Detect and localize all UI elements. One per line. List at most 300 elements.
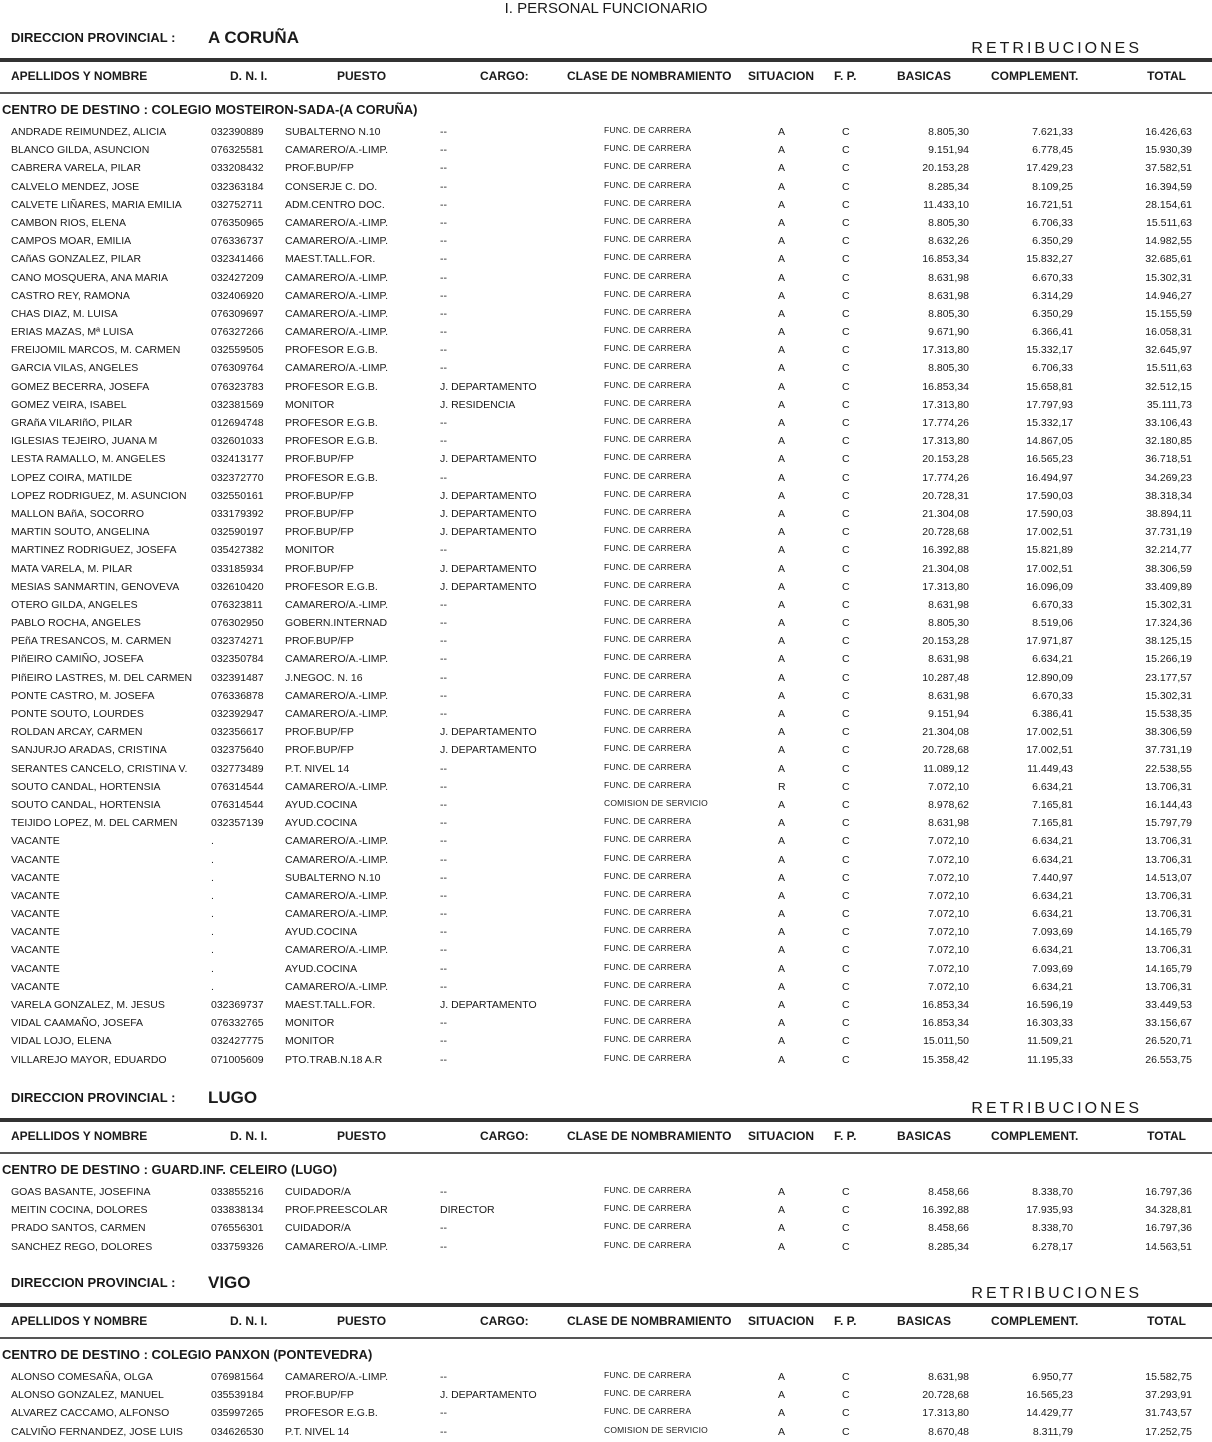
complement: 8.311,79 bbox=[1032, 1425, 1073, 1438]
basicas: 17.774,26 bbox=[922, 417, 969, 429]
cargo: J. RESIDENCIA bbox=[440, 398, 516, 411]
basicas: 16.853,34 bbox=[922, 999, 969, 1011]
total: 33.156,67 bbox=[1145, 1017, 1192, 1030]
table-row bbox=[0, 669, 1212, 687]
total: 32.180,85 bbox=[1145, 435, 1192, 448]
basicas: 20.728,31 bbox=[922, 489, 969, 502]
table-row bbox=[0, 614, 1212, 632]
basicas: 15.011,50 bbox=[923, 1035, 969, 1048]
employee-name: CALVELO MENDEZ, JOSE bbox=[11, 180, 140, 193]
complement: 6.386,41 bbox=[1032, 708, 1073, 720]
cargo: -- bbox=[440, 180, 447, 193]
situacion: A bbox=[778, 417, 786, 429]
puesto: MAEST.TALL.FOR. bbox=[285, 253, 376, 266]
basicas: 8.458,66 bbox=[928, 1222, 969, 1235]
puesto: CAMARERO/A.-LIMP. bbox=[285, 689, 389, 702]
direccion-line bbox=[0, 22, 1212, 58]
cargo: -- bbox=[440, 544, 447, 557]
cargo: -- bbox=[440, 762, 447, 775]
total: 14.513,07 bbox=[1145, 871, 1192, 884]
table-row bbox=[0, 723, 1212, 741]
employee-name: ERIAS MAZAS, Mª LUISA bbox=[11, 326, 134, 339]
total: 14.563,51 bbox=[1145, 1240, 1192, 1253]
fp: C bbox=[842, 126, 850, 138]
table-row bbox=[0, 960, 1212, 978]
column-header: PUESTO bbox=[337, 1129, 387, 1143]
puesto: CAMARERO/A.-LIMP. bbox=[285, 235, 389, 248]
basicas: 8.670,48 bbox=[928, 1425, 969, 1438]
puesto: MONITOR bbox=[285, 398, 335, 411]
total: 32.685,61 bbox=[1145, 253, 1192, 266]
basicas: 8.805,30 bbox=[928, 307, 969, 320]
fp: C bbox=[842, 507, 850, 520]
fp: C bbox=[842, 962, 850, 975]
column-header: D. N. I. bbox=[230, 1129, 268, 1143]
clase-nombramiento: FUNC. DE CARRERA bbox=[604, 998, 692, 1008]
employee-name: IGLESIAS TEJEIRO, JUANA M bbox=[11, 435, 158, 448]
complement: 6.670,33 bbox=[1032, 271, 1073, 284]
clase-nombramiento: FUNC. DE CARRERA bbox=[604, 961, 692, 972]
cargo: J. DEPARTAMENTO bbox=[440, 526, 537, 539]
complement: 6.350,29 bbox=[1032, 235, 1073, 248]
employee-name: CHAS DIAZ, M. LUISA bbox=[11, 307, 118, 320]
province-section bbox=[0, 1267, 1212, 1441]
puesto: CAMARERO/A.-LIMP. bbox=[285, 271, 389, 284]
fp: C bbox=[842, 1035, 850, 1048]
situacion: A bbox=[778, 198, 786, 211]
situacion: A bbox=[778, 1222, 786, 1235]
basicas: 16.392,88 bbox=[922, 1204, 969, 1217]
puesto: PROF.BUP/FP bbox=[285, 162, 354, 175]
cargo: -- bbox=[440, 435, 447, 448]
column-header: F. P. bbox=[834, 69, 857, 83]
puesto: PROF.BUP/FP bbox=[285, 489, 354, 502]
dni: 032601033 bbox=[211, 435, 264, 448]
basicas: 8.805,30 bbox=[928, 216, 969, 229]
table-row bbox=[0, 1423, 1212, 1441]
table-row bbox=[0, 196, 1212, 214]
complement: 14.429,77 bbox=[1026, 1407, 1073, 1420]
cargo: -- bbox=[440, 689, 447, 702]
employee-name: PABLO ROCHA, ANGELES bbox=[11, 617, 141, 630]
clase-nombramiento: FUNC. DE CARRERA bbox=[604, 325, 692, 336]
total: 13.706,31 bbox=[1145, 944, 1192, 957]
total: 37.731,19 bbox=[1145, 526, 1192, 539]
total: 15.302,31 bbox=[1145, 598, 1192, 611]
situacion: A bbox=[778, 307, 786, 320]
fp: C bbox=[842, 1407, 850, 1420]
employee-name: LESTA RAMALLO, M. ANGELES bbox=[11, 453, 166, 466]
employee-name: GOAS BASANTE, JOSEFINA bbox=[11, 1186, 151, 1198]
table-row bbox=[0, 923, 1212, 941]
fp: C bbox=[842, 1389, 850, 1402]
centro-destino bbox=[0, 1154, 1212, 1183]
clase-nombramiento: FUNC. DE CARRERA bbox=[604, 306, 692, 317]
clase-nombramiento: FUNC. DE CARRERA bbox=[604, 525, 692, 536]
puesto: CAMARERO/A.-LIMP. bbox=[285, 653, 389, 666]
dni: 076314544 bbox=[211, 798, 264, 811]
cargo: -- bbox=[440, 216, 447, 229]
cargo: -- bbox=[440, 598, 447, 611]
table-row bbox=[0, 378, 1212, 396]
dni: 035997265 bbox=[211, 1407, 264, 1420]
puesto: PROFESOR E.G.B. bbox=[285, 471, 378, 484]
table-row bbox=[0, 796, 1212, 814]
dni: 032773489 bbox=[211, 762, 264, 775]
cargo: -- bbox=[440, 1186, 447, 1198]
fp: C bbox=[842, 398, 850, 411]
complement: 6.314,29 bbox=[1032, 289, 1073, 302]
dni: 032357139 bbox=[211, 817, 264, 830]
fp: C bbox=[842, 526, 850, 539]
employee-name: VACANTE bbox=[11, 926, 60, 939]
dni: 076309697 bbox=[211, 307, 264, 320]
situacion: A bbox=[778, 562, 786, 575]
fp: C bbox=[842, 544, 850, 557]
cargo: -- bbox=[440, 944, 447, 957]
fp: C bbox=[842, 1186, 850, 1198]
employee-name: VIDAL LOJO, ELENA bbox=[11, 1035, 112, 1048]
total: 35.111,73 bbox=[1146, 398, 1192, 411]
basicas: 8.631,98 bbox=[928, 653, 969, 666]
situacion: A bbox=[778, 598, 786, 611]
puesto: PROFESOR E.G.B. bbox=[285, 580, 378, 593]
situacion: A bbox=[778, 762, 786, 775]
basicas: 20.728,68 bbox=[922, 744, 969, 757]
clase-nombramiento: FUNC. DE CARRERA bbox=[604, 925, 692, 936]
situacion: A bbox=[778, 744, 786, 757]
situacion: A bbox=[778, 580, 786, 593]
dni: 033838134 bbox=[211, 1204, 264, 1217]
table-row bbox=[0, 887, 1212, 905]
basicas: 7.072,10 bbox=[928, 853, 969, 866]
fp: C bbox=[842, 635, 850, 648]
complement: 17.971,87 bbox=[1026, 635, 1073, 648]
dni: . bbox=[211, 944, 214, 957]
clase-nombramiento: FUNC. DE CARRERA bbox=[604, 215, 692, 226]
clase-nombramiento: FUNC. DE CARRERA bbox=[604, 506, 692, 517]
employee-name: VACANTE bbox=[11, 889, 60, 902]
fp: C bbox=[842, 798, 850, 811]
centro-destino-label: CENTRO DE DESTINO : COLEGIO PANXON (PONTEVEDRA) bbox=[2, 1347, 373, 1362]
direccion-name: A CORUÑA bbox=[208, 28, 299, 47]
puesto: AYUD.COCINA bbox=[285, 817, 358, 830]
situacion: A bbox=[778, 271, 786, 284]
fp: C bbox=[842, 689, 850, 702]
dni: 071005609 bbox=[211, 1053, 264, 1066]
clase-nombramiento: FUNC. DE CARRERA bbox=[604, 688, 692, 699]
dni: 032559505 bbox=[211, 344, 264, 357]
dni: 032550161 bbox=[211, 489, 264, 502]
puesto: PROF.BUP/FP bbox=[285, 562, 354, 575]
cargo: -- bbox=[440, 871, 447, 884]
complement: 15.658,81 bbox=[1026, 380, 1073, 393]
dni: 032356617 bbox=[211, 726, 264, 739]
complement: 6.670,33 bbox=[1032, 598, 1073, 611]
basicas: 8.631,98 bbox=[928, 1371, 969, 1383]
cargo: J. DEPARTAMENTO bbox=[440, 1389, 537, 1402]
dni: 032375640 bbox=[211, 744, 264, 757]
dni: . bbox=[211, 962, 214, 975]
clase-nombramiento: FUNC. DE CARRERA bbox=[604, 416, 692, 426]
fp: C bbox=[842, 198, 850, 211]
complement: 6.670,33 bbox=[1032, 689, 1073, 702]
table-row bbox=[0, 1183, 1212, 1201]
fp: C bbox=[842, 617, 850, 630]
cargo: -- bbox=[440, 817, 447, 830]
basicas: 7.072,10 bbox=[928, 889, 969, 902]
clase-nombramiento: FUNC. DE CARRERA bbox=[604, 597, 692, 608]
puesto: CAMARERO/A.-LIMP. bbox=[285, 362, 389, 375]
clase-nombramiento: FUNC. DE CARRERA bbox=[604, 852, 692, 863]
puesto: CAMARERO/A.-LIMP. bbox=[285, 326, 389, 339]
column-header: SITUACION bbox=[748, 1314, 814, 1328]
total: 16.394,59 bbox=[1145, 180, 1192, 193]
total: 15.930,39 bbox=[1145, 144, 1192, 157]
column-header-row bbox=[0, 58, 1212, 94]
basicas: 8.805,30 bbox=[928, 126, 969, 138]
puesto: AYUD.COCINA bbox=[285, 926, 358, 939]
complement: 16.596,19 bbox=[1026, 999, 1073, 1011]
employee-name: PIñEIRO LASTRES, M. DEL CARMEN bbox=[11, 671, 193, 684]
situacion: A bbox=[778, 453, 786, 466]
puesto: PROFESOR E.G.B. bbox=[285, 435, 378, 448]
complement: 7.165,81 bbox=[1032, 817, 1073, 830]
table-row bbox=[0, 1201, 1212, 1219]
table-row bbox=[0, 1051, 1212, 1069]
fp: C bbox=[842, 944, 850, 957]
employee-name: TEIJIDO LOPEZ, M. DEL CARMEN bbox=[11, 817, 178, 830]
situacion: A bbox=[778, 326, 786, 339]
complement: 6.634,21 bbox=[1032, 835, 1073, 848]
basicas: 21.304,08 bbox=[922, 562, 969, 575]
complement: 6.634,21 bbox=[1032, 780, 1073, 793]
puesto: P.T. NIVEL 14 bbox=[285, 1425, 350, 1438]
cargo: J. DEPARTAMENTO bbox=[440, 489, 537, 502]
puesto: CAMARERO/A.-LIMP. bbox=[285, 708, 389, 720]
puesto: PTO.TRAB.N.18 A.R bbox=[285, 1053, 383, 1066]
puesto: PROF.BUP/FP bbox=[285, 1389, 354, 1402]
table-row bbox=[0, 741, 1212, 759]
table-row bbox=[0, 523, 1212, 541]
basicas: 20.153,28 bbox=[922, 453, 969, 466]
province-section bbox=[0, 22, 1212, 1069]
cargo: -- bbox=[440, 780, 447, 793]
situacion: A bbox=[778, 216, 786, 229]
complement: 11.449,43 bbox=[1027, 762, 1073, 775]
clase-nombramiento: FUNC. DE CARRERA bbox=[604, 361, 692, 372]
table-row bbox=[0, 941, 1212, 959]
total: 13.706,31 bbox=[1145, 835, 1192, 848]
basicas: 9.151,94 bbox=[928, 144, 969, 157]
fp: C bbox=[842, 380, 850, 393]
table-row bbox=[0, 214, 1212, 232]
complement: 6.278,17 bbox=[1032, 1240, 1073, 1253]
puesto: MAEST.TALL.FOR. bbox=[285, 999, 376, 1011]
cargo: -- bbox=[440, 1035, 447, 1048]
table-row bbox=[0, 832, 1212, 850]
fp: C bbox=[842, 780, 850, 793]
clase-nombramiento: FUNC. DE CARRERA bbox=[604, 579, 692, 590]
employee-name: GRAñA VILARIñO, PILAR bbox=[11, 417, 133, 429]
situacion: A bbox=[778, 1035, 786, 1048]
complement: 8.338,70 bbox=[1032, 1222, 1073, 1235]
total: 13.706,31 bbox=[1145, 853, 1192, 866]
employee-name: SANCHEZ REGO, DOLORES bbox=[11, 1240, 153, 1253]
cargo: -- bbox=[440, 908, 447, 921]
clase-nombramiento: FUNC. DE CARRERA bbox=[604, 1388, 692, 1399]
table-row bbox=[0, 287, 1212, 305]
complement: 6.634,21 bbox=[1032, 944, 1073, 957]
complement: 17.935,93 bbox=[1026, 1204, 1073, 1217]
column-header: TOTAL bbox=[1147, 1129, 1186, 1143]
clase-nombramiento: FUNC. DE CARRERA bbox=[604, 743, 692, 754]
situacion: A bbox=[778, 1425, 786, 1438]
total: 13.706,31 bbox=[1145, 908, 1192, 921]
situacion: A bbox=[778, 362, 786, 375]
column-header: APELLIDOS Y NOMBRE bbox=[11, 69, 148, 83]
dni: 076323783 bbox=[211, 380, 264, 393]
puesto: SUBALTERNO N.10 bbox=[285, 871, 381, 884]
situacion: A bbox=[778, 708, 786, 720]
puesto: CUIDADOR/A bbox=[285, 1222, 351, 1235]
cargo: -- bbox=[440, 326, 447, 339]
table-row bbox=[0, 996, 1212, 1014]
puesto: CAMARERO/A.-LIMP. bbox=[285, 889, 389, 902]
table-row bbox=[0, 487, 1212, 505]
total: 37.293,91 bbox=[1145, 1389, 1192, 1402]
complement: 6.634,21 bbox=[1032, 653, 1073, 666]
cargo: -- bbox=[440, 617, 447, 630]
complement: 15.832,27 bbox=[1026, 253, 1073, 266]
complement: 6.634,21 bbox=[1032, 853, 1073, 866]
centro-destino-label: CENTRO DE DESTINO : COLEGIO MOSTEIRON-SADA-(A CORUÑA) bbox=[2, 102, 418, 117]
direccion-line bbox=[0, 1082, 1212, 1118]
situacion: A bbox=[778, 435, 786, 448]
complement: 17.590,03 bbox=[1026, 507, 1073, 520]
puesto: CAMARERO/A.-LIMP. bbox=[285, 980, 389, 993]
total: 14.946,27 bbox=[1145, 289, 1192, 302]
table-row bbox=[0, 596, 1212, 614]
basicas: 17.313,80 bbox=[922, 1407, 969, 1420]
dni: 032350784 bbox=[211, 653, 264, 666]
puesto: P.T. NIVEL 14 bbox=[285, 762, 350, 775]
puesto: CAMARERO/A.-LIMP. bbox=[285, 853, 389, 866]
clase-nombramiento: FUNC. DE CARRERA bbox=[604, 907, 692, 918]
basicas: 8.631,98 bbox=[928, 289, 969, 302]
column-header: SITUACION bbox=[748, 69, 814, 83]
fp: C bbox=[842, 871, 850, 884]
situacion: A bbox=[778, 289, 786, 302]
fp: C bbox=[842, 708, 850, 720]
complement: 8.519,06 bbox=[1032, 617, 1073, 630]
cargo: -- bbox=[440, 271, 447, 284]
situacion: A bbox=[778, 1240, 786, 1253]
fp: C bbox=[842, 435, 850, 448]
total: 33.449,53 bbox=[1145, 999, 1192, 1011]
dni: 033855216 bbox=[211, 1186, 264, 1198]
employee-name: BLANCO GILDA, ASUNCION bbox=[11, 144, 150, 157]
puesto: CAMARERO/A.-LIMP. bbox=[285, 908, 389, 921]
cargo: -- bbox=[440, 853, 447, 866]
clase-nombramiento: FUNC. DE CARRERA bbox=[604, 979, 692, 990]
fp: C bbox=[842, 162, 850, 175]
cargo: -- bbox=[440, 307, 447, 320]
total: 15.155,59 bbox=[1145, 307, 1192, 320]
complement: 17.002,51 bbox=[1026, 526, 1073, 539]
total: 16.426,63 bbox=[1145, 126, 1192, 138]
situacion: A bbox=[778, 1407, 786, 1420]
employee-name: CASTRO REY, RAMONA bbox=[11, 289, 130, 302]
dni: 076325581 bbox=[211, 144, 264, 157]
total: 38.125,15 bbox=[1145, 635, 1192, 648]
clase-nombramiento: FUNC. DE CARRERA bbox=[604, 343, 692, 354]
table-row bbox=[0, 632, 1212, 650]
employee-name: VILLAREJO MAYOR, EDUARDO bbox=[11, 1053, 167, 1066]
basicas: 7.072,10 bbox=[928, 944, 969, 957]
employee-name: CABRERA VARELA, PILAR bbox=[11, 162, 141, 175]
puesto: SUBALTERNO N.10 bbox=[285, 126, 381, 138]
clase-nombramiento: FUNC. DE CARRERA bbox=[604, 252, 692, 263]
total: 34.269,23 bbox=[1145, 471, 1192, 484]
total: 38.318,34 bbox=[1145, 489, 1192, 502]
situacion: A bbox=[778, 798, 786, 811]
fp: C bbox=[842, 417, 850, 429]
basicas: 8.631,98 bbox=[928, 271, 969, 284]
total: 15.511,63 bbox=[1146, 362, 1192, 375]
situacion: R bbox=[778, 780, 786, 793]
situacion: A bbox=[778, 999, 786, 1011]
fp: C bbox=[842, 235, 850, 248]
puesto: AYUD.COCINA bbox=[285, 962, 358, 975]
situacion: A bbox=[778, 635, 786, 648]
clase-nombramiento: FUNC. DE CARRERA bbox=[604, 725, 692, 736]
centro-destino bbox=[0, 94, 1212, 123]
employee-name: CALVETE LIÑARES, MARIA EMILIA bbox=[11, 198, 182, 211]
employee-name: ALVAREZ CACCAMO, ALFONSO bbox=[11, 1407, 170, 1420]
employee-name: ROLDAN ARCAY, CARMEN bbox=[11, 726, 143, 739]
table-row bbox=[0, 450, 1212, 468]
puesto: PROF.BUP/FP bbox=[285, 526, 354, 539]
clase-nombramiento: FUNC. DE CARRERA bbox=[604, 143, 692, 154]
employee-name: LOPEZ COIRA, MATILDE bbox=[11, 471, 133, 484]
puesto: CAMARERO/A.-LIMP. bbox=[285, 835, 389, 848]
column-header: PUESTO bbox=[337, 69, 387, 83]
table-row bbox=[0, 323, 1212, 341]
fp: C bbox=[842, 1204, 850, 1217]
fp: C bbox=[842, 1371, 850, 1383]
table-row bbox=[0, 578, 1212, 596]
table-row bbox=[0, 1386, 1212, 1404]
cargo: J. DEPARTAMENTO bbox=[440, 744, 537, 757]
dni: 032374271 bbox=[211, 635, 264, 648]
clase-nombramiento: FUNC. DE CARRERA bbox=[604, 379, 692, 390]
basicas: 9.151,94 bbox=[928, 708, 969, 720]
basicas: 8.632,26 bbox=[928, 235, 969, 248]
fp: C bbox=[842, 853, 850, 866]
dni: 035539184 bbox=[211, 1389, 264, 1402]
complement: 6.634,21 bbox=[1032, 889, 1073, 902]
column-header: CLASE DE NOMBRAMIENTO bbox=[567, 1314, 732, 1328]
basicas: 7.072,10 bbox=[928, 980, 969, 993]
cargo: -- bbox=[440, 1222, 447, 1235]
employee-name: PEñA TRESANCOS, M. CARMEN bbox=[11, 635, 172, 648]
clase-nombramiento: FUNC. DE CARRERA bbox=[604, 397, 692, 408]
total: 13.706,31 bbox=[1145, 780, 1192, 793]
cargo: -- bbox=[440, 1425, 447, 1438]
page-title: I. PERSONAL FUNCIONARIO bbox=[504, 0, 708, 17]
puesto: PROFESOR E.G.B. bbox=[285, 417, 378, 429]
